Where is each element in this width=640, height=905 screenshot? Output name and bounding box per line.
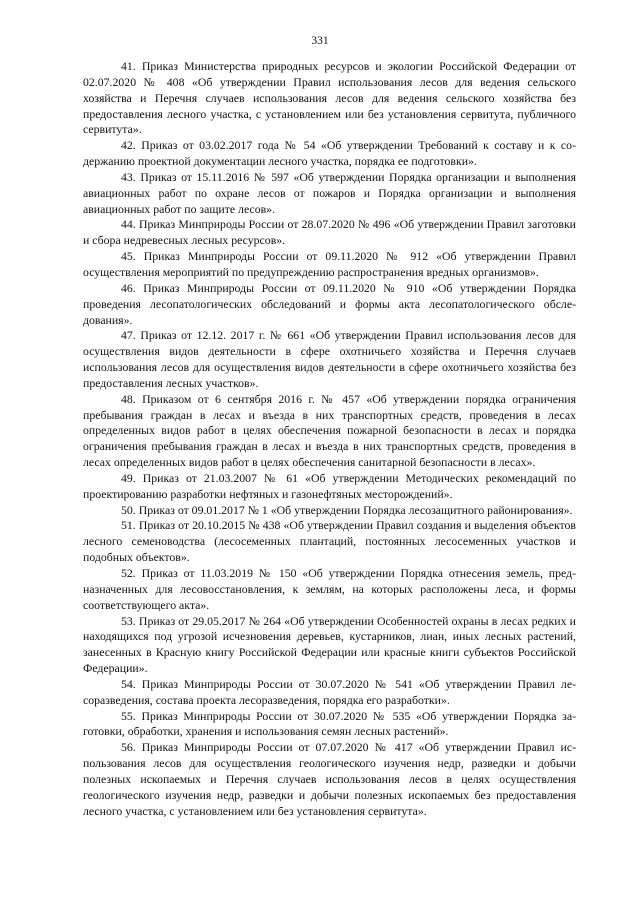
list-item: 53. Приказ от 29.05.2017 № 264 «Об утверждении Особенностей охраны в лесах редких и находящихся под угрозой исчезновения деревьев, кустарников, лиан, иных лесных растений, занесенных в Красную книгу Российской Федерации или красные книги субъектов Российской Федерации». [83,613,576,676]
list-item: 42. Приказ от 03.02.2017 года № 54 «Об утверждении Требований к составу и к содержанию проектной документации лесного участка, порядка ее подготовки». [83,138,576,169]
numbered-list [83,59,576,820]
list-item: 41. Приказ Министерства природных ресурсов и экологии Российской Федерации от 02.07.2020 № 408 «Об утверждении Правил использования лесов для ведения сельского хозяйства и Перечня случаев использования лесов для ведения сельского хозяйства без предоставления лесного участка, с установлением или без установления сервитута, публичного сервитута». [83,59,576,137]
list-item: 49. Приказ от 21.03.2007 № 61 «Об утверждении Методических рекомендаций по проектированию разработки нефтяных и газонефтяных месторождений». [83,470,576,501]
list-item: 48. Приказом от 6 сентября 2016 г. № 457 «Об утверждении порядка ограничения пребывания граждан в лесах и въезда в них транспортных средств, проведения в лесах определенных видов работ в целях обеспечения пожарной безопасности в лесах и порядка ограничения пребывания граждан в лесах и въезда в них транспортных средств, проведения в лесах определенных видов работ в целях обеспечения санитарной безопасности в лесах». [83,391,576,470]
list-item: 47. Приказ от 12.12. 2017 г. № 661 «Об утверждении Правил использования лесов для осуществления видов деятельности в сфере охотничьего хозяйства и Перечня случаев использования лесов для осуществления видов деятельности в сфере охотничьего хозяйства без предоставления лесных участков». [83,328,576,390]
list-item: 55. Приказ Минприроды России от 30.07.2020 № 535 «Об утверждении Порядка заготовки, обработки, хранения и использования семян лесных растений». [83,708,576,739]
list-item: 51. Приказ от 20.10.2015 № 438 «Об утверждении Правил создания и выделения объектов лесного семеноводства (лесосеменных плантаций, постоянных лесосеменных участков и подобных объектов». [83,518,576,565]
list-item: 43. Приказ от 15.11.2016 № 597 «Об утверждении Порядка организации и выполнения авиационных работ по охране лесов от пожаров и Порядка организации и выполнения авиационных работ по защите лесов». [83,169,576,216]
list-item: 54. Приказ Минприроды России от 30.07.2020 № 541 «Об утверждении Правил лесоразведения, состава проекта лесоразведения, порядка его разработки». [83,676,576,707]
list-item: 50. Приказ от 09.01.2017 № 1 «Об утверждении Порядка лесозащитного районирования». [121,502,573,517]
list-item: 44. Приказ Минприроды России от 28.07.2020 № 496 «Об утверждении Правил заготовки и сбора недревесных лесных ресурсов». [83,217,576,248]
list-item: 45. Приказ Минприроды России от 09.11.2020 № 912 «Об утверждении Правил осуществления мероприятий по предупреждению распространения вредных организмов». [83,249,576,279]
list-item: 46. Приказ Минприроды России от 09.11.2020 № 910 «Об утверждении Порядка проведения лесопатологических обследований и формы акта лесопатологического обследования». [83,280,576,327]
list-item: 52. Приказ от 11.03.2019 № 150 «Об утверждении Порядка отнесения земель, предназначенных для лесовосстановления, к землям, на которых расположены леса, и формы соответствующего акта». [83,566,576,612]
page-number: 331 [311,35,329,47]
list-item: 56. Приказ Минприроды России от 07.07.2020 № 417 «Об утверждении Правил использования лесов для осуществления геологического изучения недр, разведки и добычи полезных ископаемых и Перечня случаев использования лесов в целях осуществления геологического изучения недр, разведки и добычи полезных ископаемых без предоставления лесного участка, с установлением или без установления сервитута». [83,740,576,818]
